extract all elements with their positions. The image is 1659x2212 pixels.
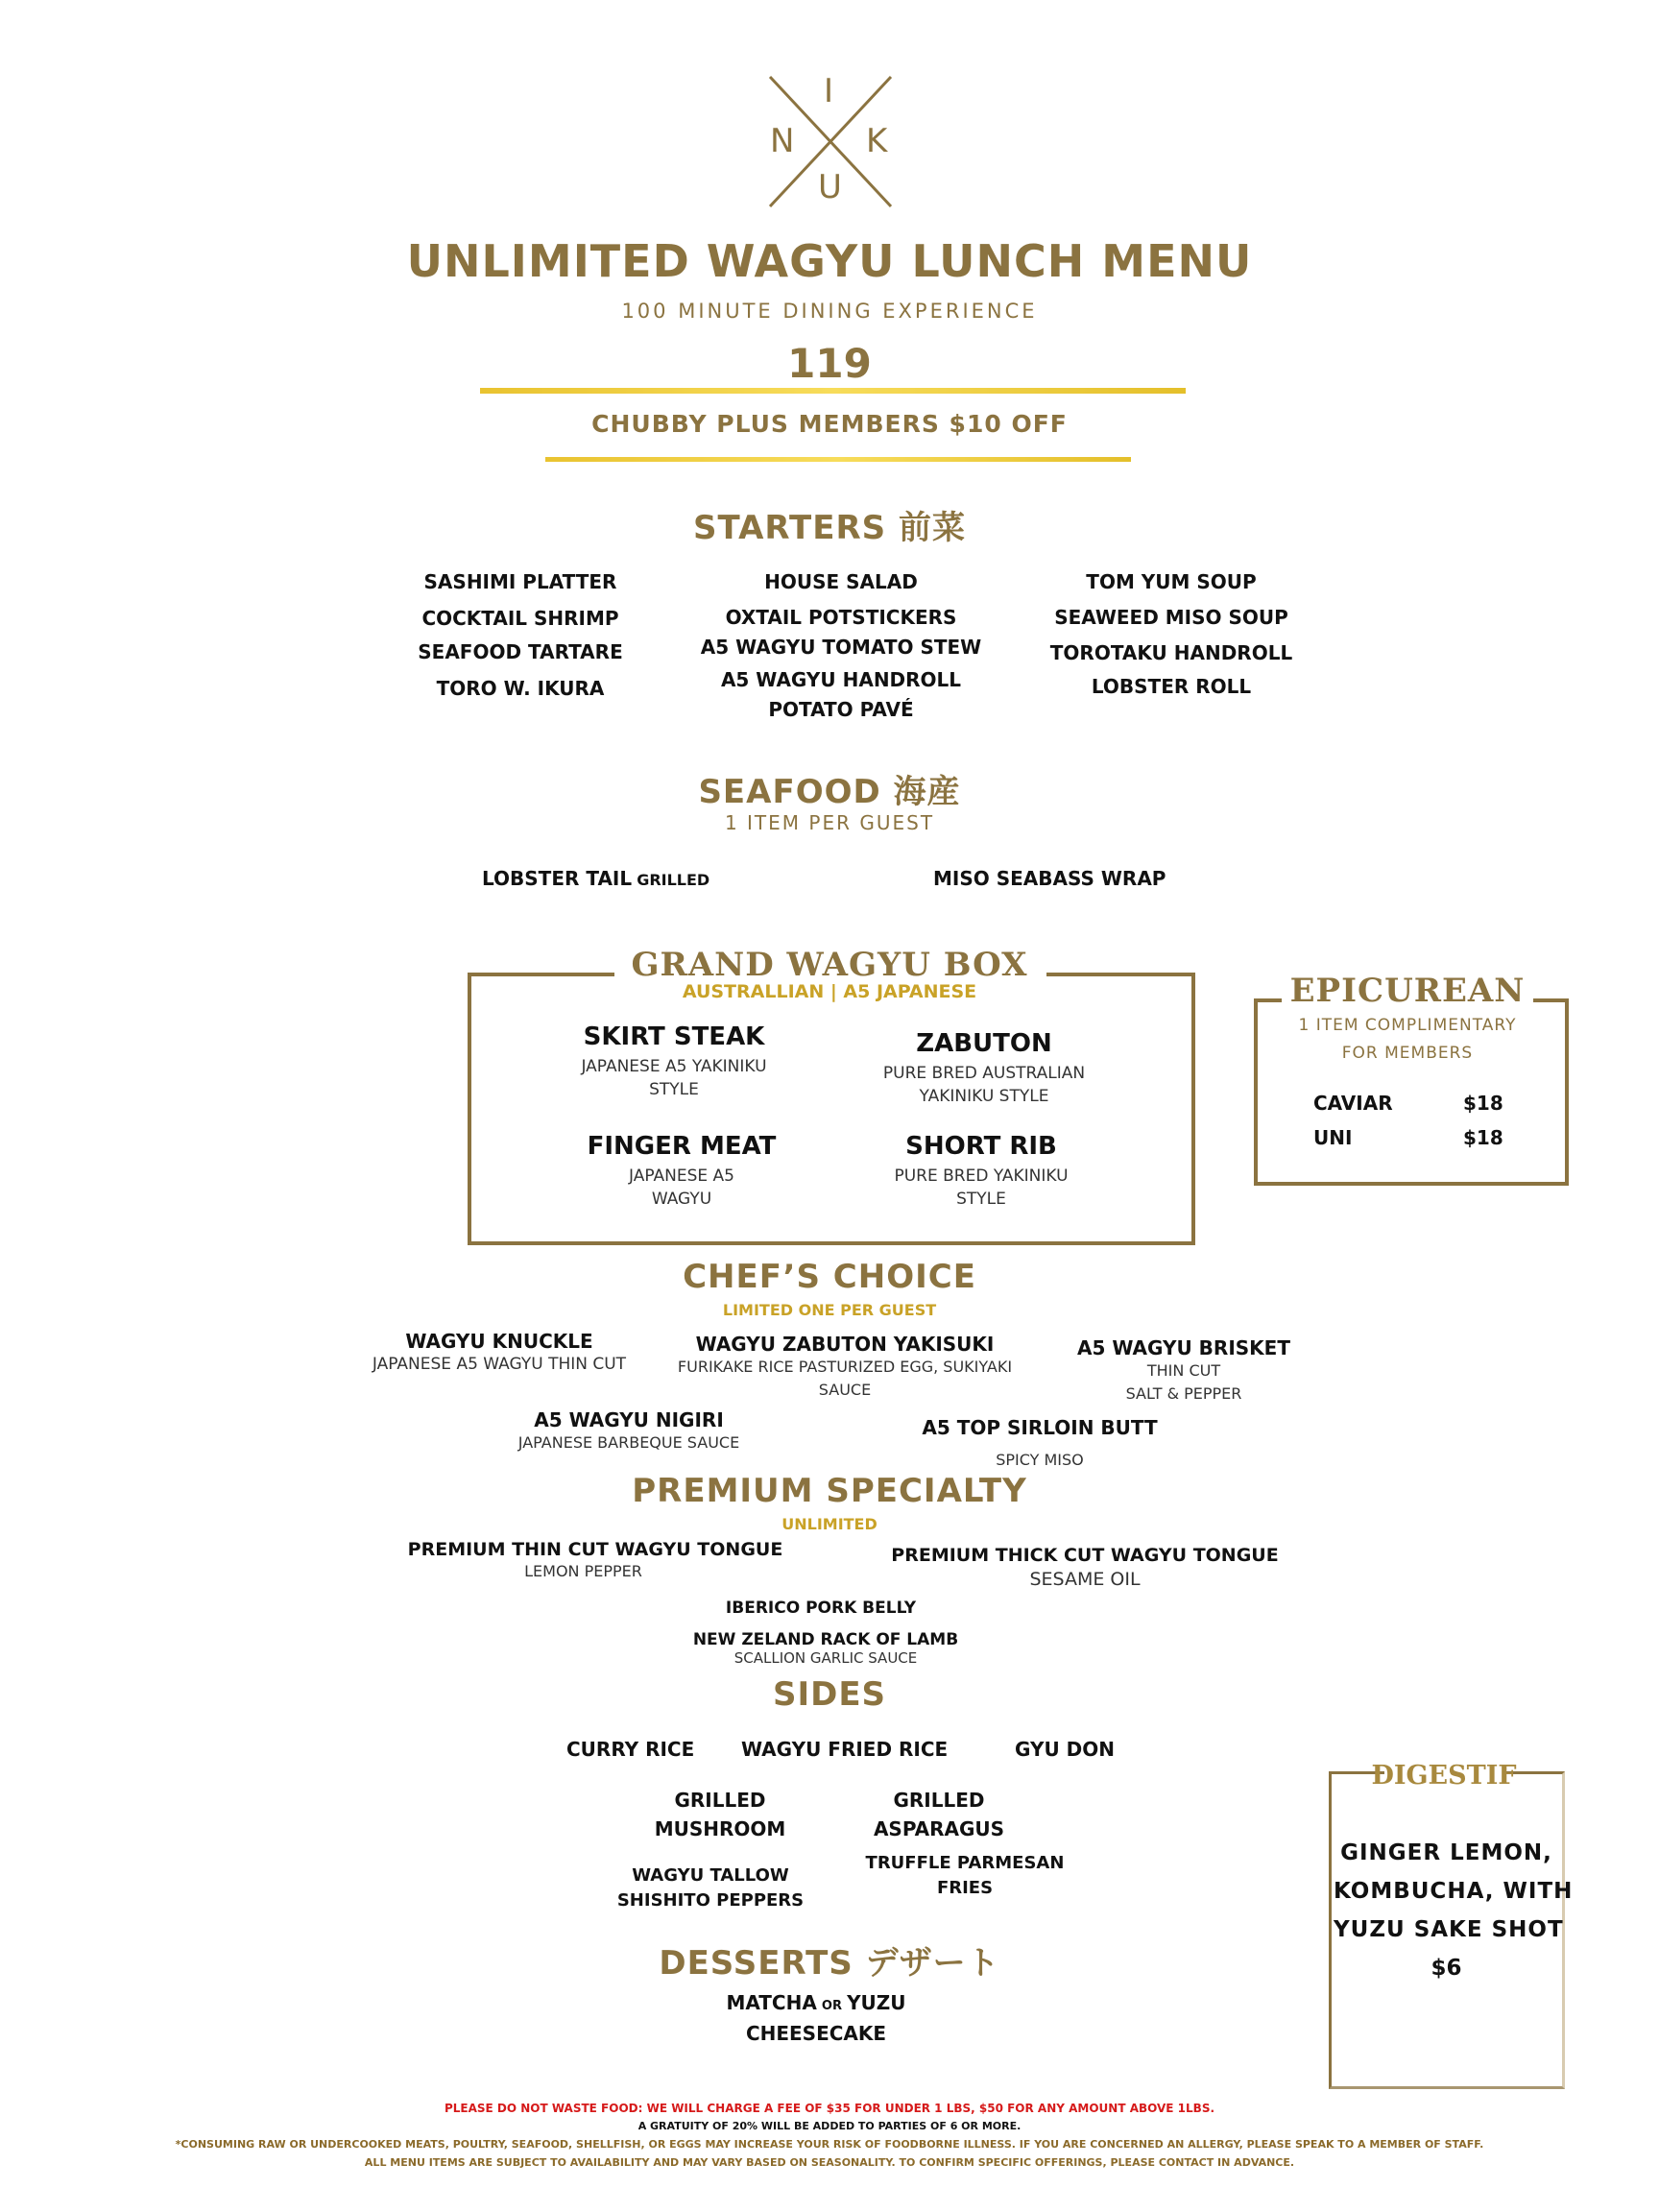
desserts-item-line1: MATCHA OR YUZU [726, 1991, 906, 2014]
logo-letter-u: U [818, 168, 842, 206]
list-item: SEAWEED MISO SOUP [1054, 606, 1288, 629]
sides-item-gyu-don: GYU DON [1015, 1738, 1116, 1761]
wagyu-box-item-finger: FINGER MEAT JAPANESE A5 WAGYU [587, 1132, 777, 1209]
premium-item-thin-tongue: PREMIUM THIN CUT WAGYU TONGUE LEMON PEPPER [407, 1539, 783, 1580]
list-item: A5 WAGYU HANDROLL [720, 668, 962, 691]
chefs-choice-title: CHEF’S CHOICE [683, 1258, 976, 1296]
footer-health-notice: *CONSUMING RAW OR UNDERCOOKED MEATS, POULTRY, SEAFOOD, SHELLFISH, OR EGGS MAY INCREASE YOUR RISK OF FOODBORNE ILLNESS. IF YOU ARE CONCERNED AN ALLERGY, PLEASE SPEAK TO A MEMBER OF STAFF. [175, 2138, 1484, 2151]
sides-item-fried-rice: WAGYU FRIED RICE [741, 1738, 949, 1761]
logo [758, 72, 902, 211]
sides-item-fries: TRUFFLE PARMESAN FRIES [865, 1853, 1065, 1898]
list-item: COCKTAIL SHRIMP [421, 607, 619, 630]
seafood-item-lobster: LOBSTER TAIL GRILLED [482, 867, 710, 890]
footer-warning: PLEASE DO NOT WASTE FOOD: WE WILL CHARGE A FEE OF $35 FOR UNDER 1 LBS, $50 FOR ANY AMOUNT ABOVE 1LBS. [444, 2102, 1215, 2115]
wagyu-box-item-zabuton: ZABUTON PURE BRED AUSTRALIAN YAKINIKU STYLE [882, 1029, 1086, 1106]
list-item: TORO W. IKURA [436, 677, 605, 700]
logo-letter-i: I [824, 72, 834, 110]
premium-specialty-title: PREMIUM SPECIALTY [632, 1472, 1027, 1510]
starters-col1 [376, 570, 664, 700]
list-item: LOBSTER ROLL [1091, 675, 1252, 698]
gold-divider-bottom [545, 457, 1131, 462]
seafood-title: SEAFOOD 海産 [698, 773, 961, 811]
epicurean-title: EPICUREAN [1289, 972, 1526, 1010]
starters-col2 [697, 570, 985, 721]
list-item: TOM YUM SOUP [1086, 570, 1257, 593]
wagyu-box-item-shortrib: SHORT RIB PURE BRED YAKINIKU STYLE [894, 1132, 1069, 1209]
epicurean-price-uni: $18 [1463, 1126, 1503, 1149]
digestif-title: DIGESTIF [1371, 1761, 1517, 1791]
menu-price: 119 [787, 340, 872, 387]
epicurean-note-2: FOR MEMBERS [1341, 1044, 1474, 1063]
menu-subtitle: 100 MINUTE DINING EXPERIENCE [621, 300, 1038, 323]
chefs-choice-note: LIMITED ONE PER GUEST [722, 1301, 937, 1319]
wagyu-box-item-skirt: SKIRT STEAK JAPANESE A5 YAKINIKU STYLE [581, 1022, 767, 1099]
grand-wagyu-title: GRAND WAGYU BOX [631, 946, 1028, 984]
sides-item-shishito: WAGYU TALLOW SHISHITO PEPPERS [616, 1865, 805, 1911]
logo-letter-k: K [866, 122, 888, 160]
epicurean-item-uni: UNI [1313, 1126, 1353, 1149]
digestif-text: GINGER LEMON, KOMBUCHA, WITH YUZU SAKE SHOT $6 [1334, 1840, 1574, 1981]
list-item: SEAFOOD TARTARE [418, 640, 623, 663]
premium-item-pork-belly: IBERICO PORK BELLY [725, 1599, 917, 1618]
epicurean-item-caviar: CAVIAR [1313, 1092, 1393, 1115]
premium-item-thick-tongue: PREMIUM THICK CUT WAGYU TONGUE SESAME OIL [891, 1545, 1279, 1590]
starters-title: STARTERS 前菜 [693, 509, 966, 547]
epicurean-price-caviar: $18 [1463, 1092, 1503, 1115]
sides-item-mushroom: GRILLED MUSHROOM [654, 1789, 786, 1840]
desserts-item-cheesecake: MATCHA OR YUZU CHEESECAKE [672, 1989, 960, 2047]
footer-availability: ALL MENU ITEMS ARE SUBJECT TO AVAILABILITY AND MAY VARY BASED ON SEASONALITY. TO CONFIRM SPECIFIC OFFERINGS, PLEASE CONTACT IN ADVANCE. [364, 2156, 1295, 2169]
starters-col3 [1027, 570, 1315, 698]
seafood-note: 1 ITEM PER GUEST [724, 811, 935, 834]
list-item: SASHIMI PLATTER [423, 570, 617, 593]
logo-letter-n: N [770, 122, 795, 160]
list-item: TOROTAKU HANDROLL [1049, 641, 1293, 664]
seafood-item-suffix: GRILLED [637, 871, 710, 889]
premium-item-lamb: NEW ZELAND RACK OF LAMB SCALLION GARLIC SAUCE [692, 1630, 959, 1667]
list-item: POTATO PAVÉ [768, 698, 914, 721]
premium-specialty-note: UNLIMITED [781, 1515, 878, 1533]
list-item: OXTAIL POTSTICKERS [725, 606, 957, 629]
sides-title: SIDES [772, 1675, 887, 1714]
sides-item-curry-rice: CURRY RICE [566, 1738, 695, 1761]
desserts-title: DESSERTS デザート [659, 1944, 1000, 1983]
footer-gratuity: A GRATUITY OF 20% WILL BE ADDED TO PARTIES OF 6 OR MORE. [637, 2120, 1022, 2132]
chefs-item-brisket: A5 WAGYU BRISKET THIN CUT SALT & PEPPER [1077, 1336, 1290, 1403]
members-offer: CHUBBY PLUS MEMBERS $10 OFF [591, 410, 1068, 438]
chefs-item-sirloin: A5 TOP SIRLOIN BUTT SPICY MISO [922, 1416, 1158, 1469]
list-item: A5 WAGYU TOMATO STEW [700, 636, 982, 659]
menu-title: UNLIMITED WAGYU LUNCH MENU [406, 235, 1253, 287]
epicurean-note-1: 1 ITEM COMPLIMENTARY [1298, 1016, 1517, 1035]
list-item: HOUSE SALAD [764, 570, 918, 593]
seafood-item-seabass: MISO SEABASS WRAP [933, 867, 1166, 890]
chefs-item-zabuton-yakisuki: WAGYU ZABUTON YAKISUKI FURIKAKE RICE PASTURIZED EGG, SUKIYAKI SAUCE [677, 1333, 1013, 1399]
chefs-item-knuckle: WAGYU KNUCKLE JAPANESE A5 WAGYU THIN CUT [372, 1330, 627, 1374]
sides-item-asparagus: GRILLED ASPARAGUS [873, 1789, 1005, 1840]
chefs-item-nigiri: A5 WAGYU NIGIRI JAPANESE BARBEQUE SAUCE [517, 1408, 740, 1452]
grand-wagyu-subtitle: AUSTRALLIAN | A5 JAPANESE [682, 981, 977, 1002]
gold-divider-top [480, 388, 1186, 394]
